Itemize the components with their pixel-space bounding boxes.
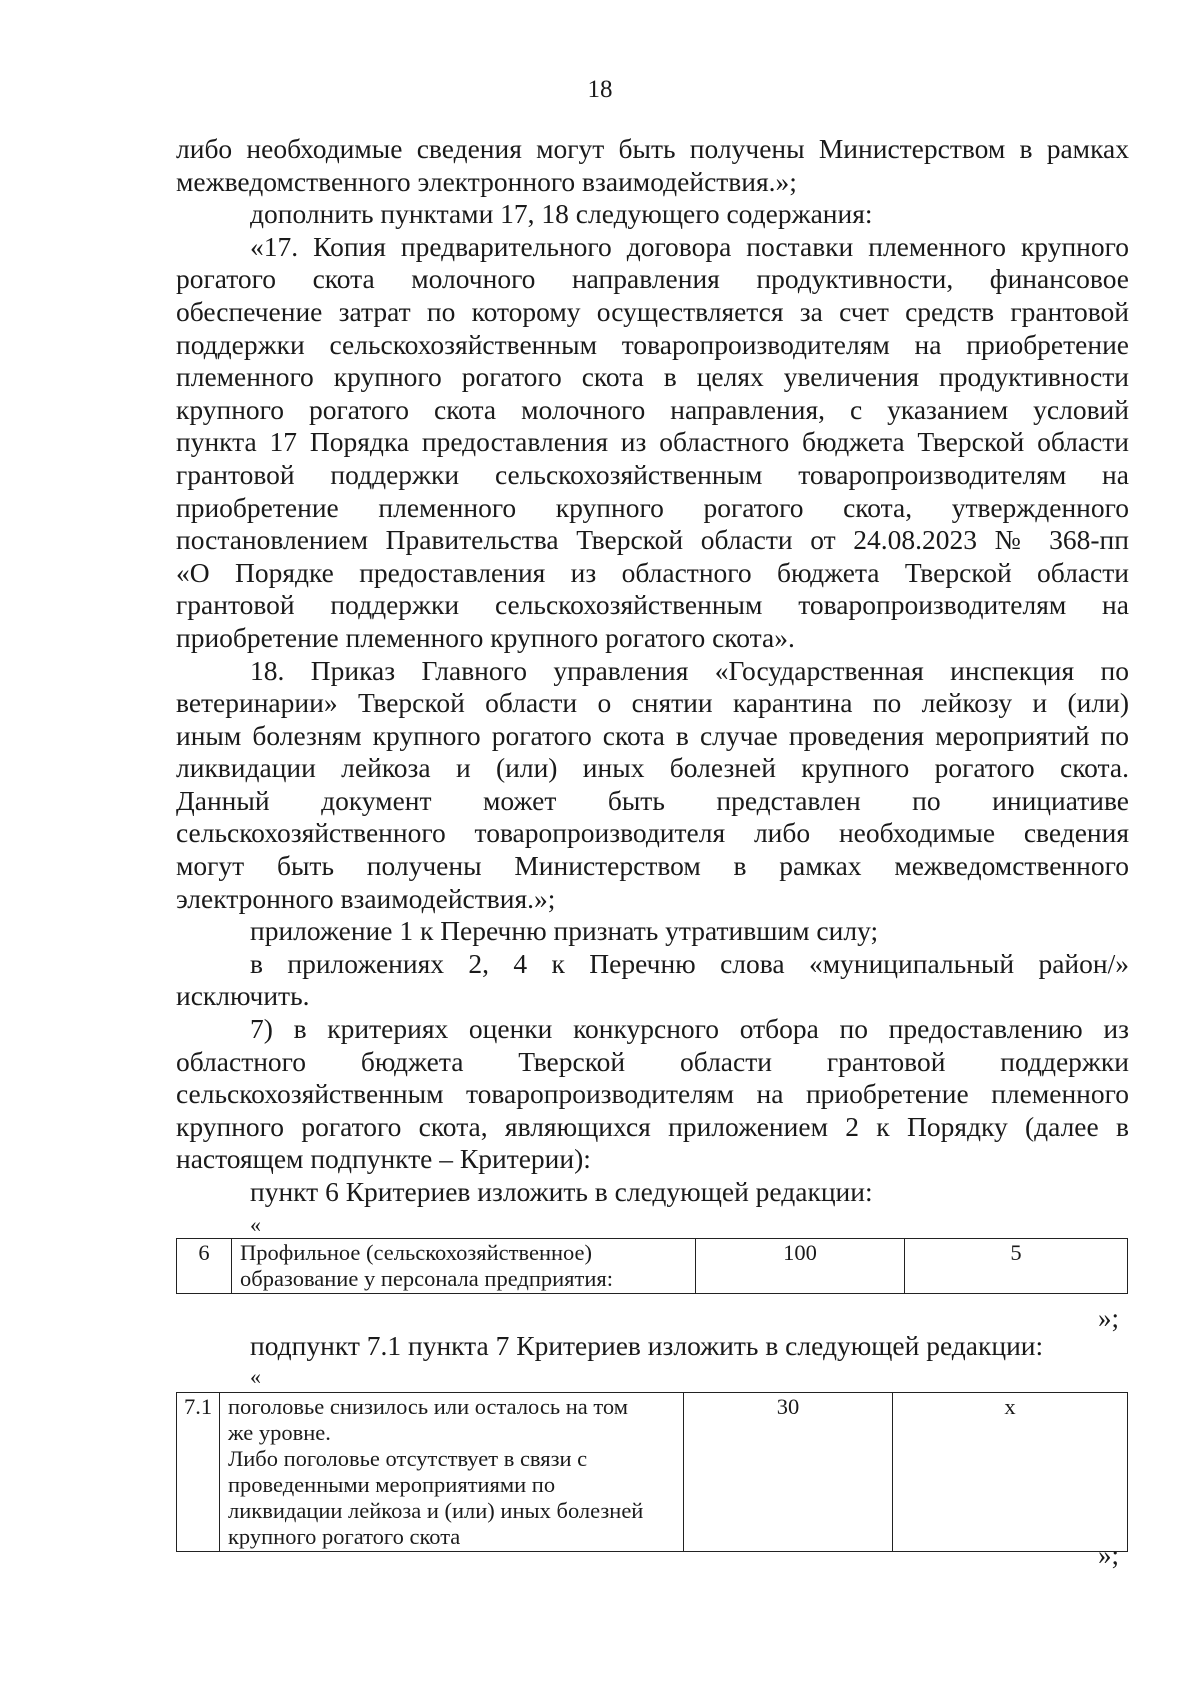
- criterion-line: Либо поголовье отсутствует в связи с: [228, 1446, 588, 1471]
- table-cell-value: 100: [696, 1239, 905, 1294]
- body-text-1: [176, 133, 1129, 1209]
- paragraph-line: дополнить пунктами 17, 18 следующего содержания:: [250, 198, 873, 230]
- paragraph-line: обеспечение затрат по которому осуществляется за счет средств грантовой: [176, 295, 1129, 327]
- paragraph-line: межведомственного электронного взаимодействия.»;: [176, 165, 797, 197]
- paragraph-line: сельскохозяйственного товаропроизводителя либо необходимые сведения: [176, 817, 1129, 849]
- criterion-line: же уровне.: [228, 1420, 331, 1445]
- paragraph-line: либо необходимые сведения могут быть получены Министерством в рамках: [176, 133, 1129, 164]
- quote-close-mark: »;: [1098, 1540, 1120, 1570]
- paragraph-line: сельскохозяйственным товаропроизводителям на приобретение племенного: [176, 1078, 1129, 1110]
- criteria-table-6: [176, 1238, 1128, 1294]
- paragraph-line: исключить.: [176, 980, 310, 1012]
- table-cell-criterion: [220, 1393, 684, 1552]
- criterion-line: проведенными мероприятиями по: [228, 1472, 556, 1497]
- paragraph-line: рогатого скота молочного направления продуктивности, финансовое: [176, 263, 1129, 295]
- paragraph-line: областного бюджета Тверской области грантовой поддержки: [176, 1045, 1129, 1077]
- table-cell-value: 5: [905, 1239, 1128, 1294]
- paragraph-line: иным болезням крупного рогатого скота в случае проведения мероприятий по: [176, 719, 1129, 751]
- paragraph-line: грантовой поддержки сельскохозяйственным товаропроизводителям на: [176, 458, 1129, 490]
- table-row: [177, 1239, 1128, 1294]
- paragraph-line: племенного крупного рогатого скота в целях увеличения продуктивности: [176, 361, 1129, 393]
- quote-open-mark: «: [250, 1212, 261, 1237]
- paragraph-line: электронного взаимодействия.»;: [176, 882, 556, 914]
- paragraph-line: пункт 6 Критериев изложить в следующей редакции:: [250, 1176, 873, 1207]
- paragraph-line: приобретение племенного крупного рогатого скота».: [176, 621, 795, 653]
- criteria-table-7-1: [176, 1392, 1128, 1552]
- table-cell-criterion: Профильное (сельскохозяйственное) образование у персонала предприятия:: [232, 1239, 696, 1294]
- paragraph-line: могут быть получены Министерством в рамках межведомственного: [176, 850, 1129, 882]
- body-text-2: [176, 1330, 1129, 1363]
- paragraph-line: 7) в критериях оценки конкурсного отбора по предоставлению из: [250, 1013, 1129, 1045]
- paragraph-line: настоящем подпункте – Критерии):: [176, 1143, 591, 1175]
- paragraph-line: пункта 17 Порядка предоставления из областного бюджета Тверской области: [176, 426, 1129, 458]
- criterion-line: ликвидации лейкоза и (или) иных болезней: [228, 1498, 644, 1523]
- table-cell-number: 7.1: [177, 1393, 220, 1552]
- paragraph-line: подпункт 7.1 пункта 7 Критериев изложить в следующей редакции:: [250, 1330, 1044, 1361]
- paragraph-line: «О Порядке предоставления из областного бюджета Тверской области: [176, 556, 1129, 588]
- table-cell-value: 30: [684, 1393, 893, 1552]
- paragraph-line: в приложениях 2, 4 к Перечню слова «муниципальный район/»: [250, 947, 1129, 979]
- paragraph-line: приложение 1 к Перечню признать утратившим силу;: [250, 915, 879, 947]
- paragraph-line: Данный документ может быть представлен по инициативе: [176, 784, 1129, 816]
- page-number: 18: [587, 76, 613, 103]
- table-row: [177, 1393, 1128, 1552]
- quote-close-mark: »;: [1098, 1303, 1120, 1333]
- paragraph-line: «17. Копия предварительного договора поставки племенного крупного: [250, 230, 1129, 262]
- criterion-line: поголовье снизилось или осталось на том: [228, 1394, 628, 1419]
- paragraph-line: приобретение племенного крупного рогатого скота, утвержденного: [176, 491, 1129, 523]
- table-cell-value: х: [893, 1393, 1128, 1552]
- quote-open-mark: «: [250, 1364, 261, 1389]
- paragraph-line: крупного рогатого скота молочного направления, с указанием условий: [176, 393, 1129, 425]
- paragraph-line: грантовой поддержки сельскохозяйственным товаропроизводителям на: [176, 589, 1129, 621]
- paragraph-line: крупного рогатого скота, являющихся приложением 2 к Порядку (далее в: [176, 1110, 1129, 1142]
- criterion-line: крупного рогатого скота: [228, 1524, 461, 1549]
- paragraph-line: ветеринарии» Тверской области о снятии карантина по лейкозу и (или): [176, 687, 1129, 719]
- paragraph-line: поддержки сельскохозяйственным товаропроизводителям на приобретение: [176, 328, 1129, 360]
- paragraph-line: ликвидации лейкоза и (или) иных болезней крупного рогатого скота.: [176, 752, 1129, 784]
- paragraph-line: 18. Приказ Главного управления «Государственная инспекция по: [250, 654, 1129, 686]
- table-cell-number: 6: [177, 1239, 232, 1294]
- paragraph-line: постановлением Правительства Тверской области от 24.08.2023 № 368-пп: [176, 524, 1129, 556]
